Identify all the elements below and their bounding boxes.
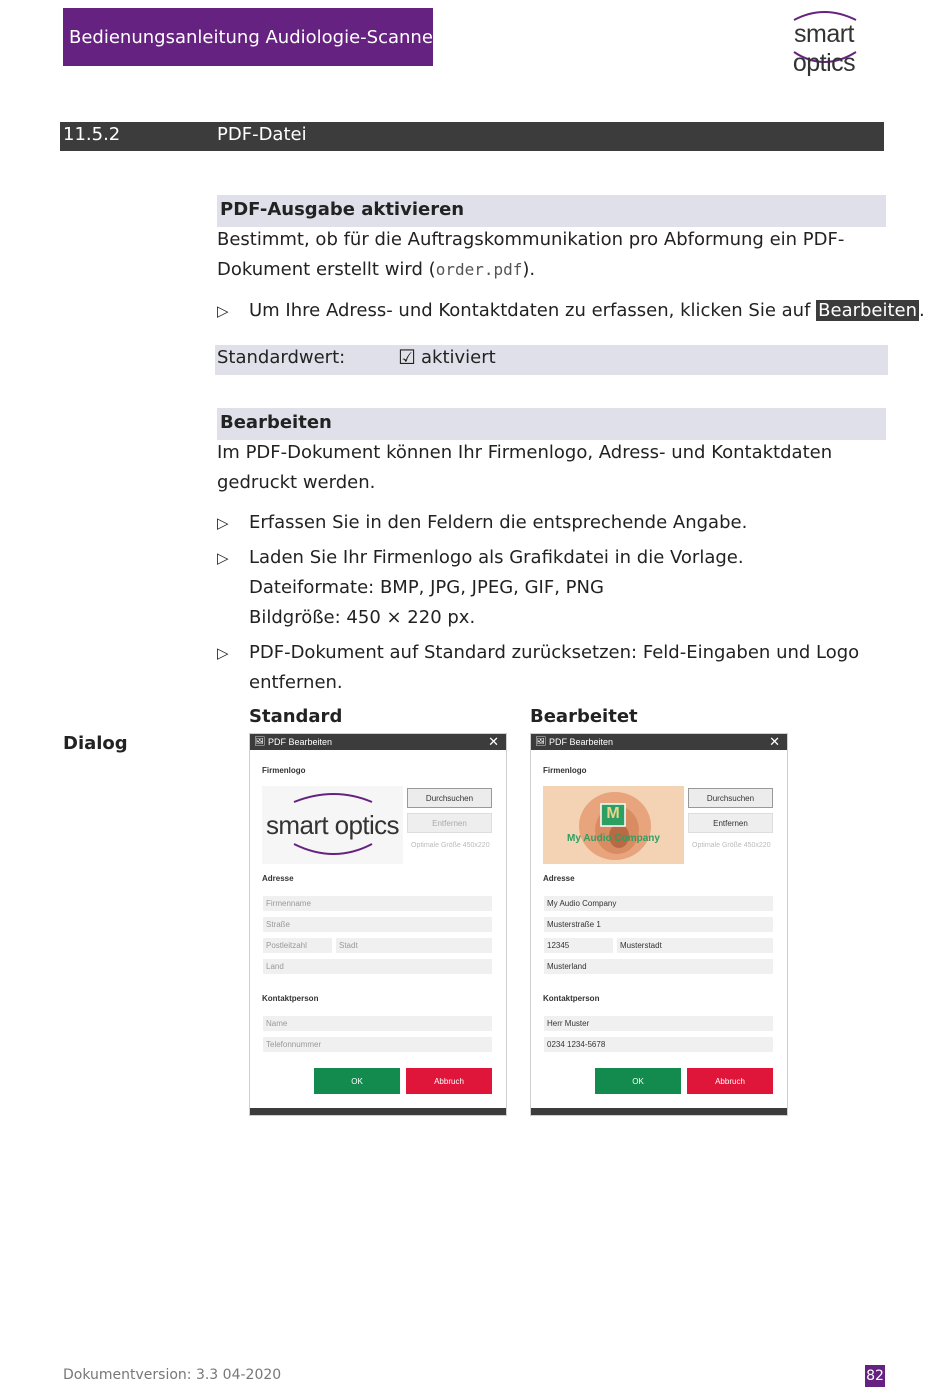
logo-preview-text: smart optics (266, 810, 399, 840)
logo-section-label: Firmenlogo (543, 766, 587, 775)
country-field[interactable]: Land (263, 959, 492, 974)
company-name-field[interactable]: My Audio Company (544, 896, 773, 911)
edit-description (217, 438, 857, 498)
cancel-button[interactable]: Abbruch (687, 1068, 773, 1094)
city-field[interactable]: Stadt (336, 938, 492, 953)
dialog-title: PDF Bearbeiten (268, 737, 333, 747)
logo-text: smart optics (792, 20, 856, 77)
logo-section-label: Firmenlogo (262, 766, 306, 775)
bullet-line: Dateiformate: BMP, JPG, JPEG, GIF, PNG (249, 577, 604, 598)
pdf-edit-dialog-edited (530, 733, 788, 1116)
logo-size-hint: Optimale Größe 450x220 (692, 842, 771, 849)
bullet-line: PDF-Dokument auf Standard zurücksetzen: Feld-Eingaben und Logo (249, 642, 860, 663)
edit-bullet-2 (249, 543, 869, 633)
company-name-field[interactable]: Firmenname (263, 896, 492, 911)
dialog-window-icon: 🖼 (254, 736, 266, 746)
bearbeiten-button-ref: Bearbeiten (818, 300, 918, 321)
default-value-row (215, 345, 888, 375)
contact-section-label: Kontaktperson (262, 994, 319, 1003)
city-field[interactable]: Musterstadt (617, 938, 773, 953)
dialog-footer-bar (250, 1108, 506, 1115)
dialog-caption-standard: Standard (249, 706, 343, 727)
company-logo-preview (543, 786, 684, 864)
logo-size-hint: Optimale Größe 450x220 (411, 842, 490, 849)
ok-button[interactable]: OK (595, 1068, 681, 1094)
contact-name-field[interactable]: Herr Muster (544, 1016, 773, 1031)
pdf-filename-code: order.pdf (435, 260, 523, 279)
bullet-line: Bildgröße: 450 × 220 px. (249, 607, 476, 628)
pdf-output-line2-end: ). (522, 259, 536, 280)
street-field[interactable]: Straße (263, 917, 492, 932)
company-logo-badge: M (606, 805, 620, 822)
bullet-line: Erfassen Sie in den Feldern die entsprechende Angabe. (249, 512, 748, 533)
brand-logo (760, 6, 888, 77)
default-value-label: Standardwert: (217, 347, 346, 368)
dialog-titlebar (531, 734, 787, 750)
dialog-label: Dialog (63, 733, 128, 754)
pdf-output-line2 (217, 255, 857, 285)
phone-field[interactable]: Telefonnummer (263, 1037, 492, 1052)
pdf-output-line1: Bestimmt, ob für die Auftragskommunikation pro Abformung ein PDF- (217, 229, 845, 250)
pdf-output-heading: PDF-Ausgabe aktivieren (217, 195, 886, 227)
pdf-output-line2-text: Dokument erstellt wird ( (217, 259, 436, 280)
section-number: 11.5.2 (63, 124, 121, 145)
checkbox-checked-icon: ☑ (398, 345, 416, 369)
bullet-line: entfernen. (249, 672, 343, 693)
dialog-title: PDF Bearbeiten (549, 737, 614, 747)
dialog-titlebar (250, 734, 506, 750)
street-field[interactable]: Musterstraße 1 (544, 917, 773, 932)
zip-field[interactable]: Postleitzahl (263, 938, 332, 953)
bullet-arrow-icon: ▷ (217, 644, 229, 662)
section-title: PDF-Datei (217, 124, 307, 145)
bullet-text: Um Ihre Adress- und Kontaktdaten zu erfassen, klicken Sie auf (249, 300, 817, 321)
edit-heading: Bearbeiten (217, 408, 886, 440)
default-value: aktiviert (421, 347, 496, 368)
section-heading (60, 122, 884, 151)
page-number: 82 (865, 1365, 885, 1387)
edit-line2: gedruckt werden. (217, 472, 376, 493)
dialog-caption-edited: Bearbeitet (530, 706, 638, 727)
edit-bullet-1 (249, 508, 869, 538)
pdf-output-description (217, 225, 857, 285)
document-version: Dokumentversion: 3.3 04-2020 (63, 1367, 282, 1383)
address-section-label: Adresse (543, 874, 575, 883)
remove-logo-button[interactable]: Entfernen (688, 813, 773, 833)
company-logo-preview (262, 786, 403, 864)
country-field[interactable]: Musterland (544, 959, 773, 974)
bullet-arrow-icon: ▷ (217, 549, 229, 567)
bullet-line: Laden Sie Ihr Firmenlogo als Grafikdatei in die Vorlage. (249, 547, 744, 568)
dialog-window-icon: 🖼 (535, 736, 547, 746)
edit-bullet-3 (249, 638, 869, 698)
contact-name-field[interactable]: Name (263, 1016, 492, 1031)
phone-field[interactable]: 0234 1234-5678 (544, 1037, 773, 1052)
contact-section-label: Kontaktperson (543, 994, 600, 1003)
remove-logo-button[interactable]: Entfernen (407, 813, 492, 833)
edit-line1: Im PDF-Dokument können Ihr Firmenlogo, Adress- und Kontaktdaten (217, 442, 833, 463)
ear-image-icon (543, 786, 684, 864)
cancel-button[interactable]: Abbruch (406, 1068, 492, 1094)
close-icon[interactable]: ✕ (488, 734, 499, 749)
ok-button[interactable]: OK (314, 1068, 400, 1094)
document-header-title: Bedienungsanleitung Audiologie-Scanner (63, 8, 433, 66)
company-logo-text: My Audio Company (567, 833, 660, 844)
address-section-label: Adresse (262, 874, 294, 883)
bullet-end: . (919, 300, 925, 321)
bullet-arrow-icon: ▷ (217, 302, 229, 320)
pdf-edit-dialog-standard (249, 733, 507, 1116)
dialog-footer-bar (531, 1108, 787, 1115)
pdf-output-bullet (249, 296, 925, 326)
close-icon[interactable]: ✕ (769, 734, 780, 749)
browse-button[interactable]: Durchsuchen (688, 788, 773, 808)
browse-button[interactable]: Durchsuchen (407, 788, 492, 808)
zip-field[interactable]: 12345 (544, 938, 613, 953)
bullet-arrow-icon: ▷ (217, 514, 229, 532)
